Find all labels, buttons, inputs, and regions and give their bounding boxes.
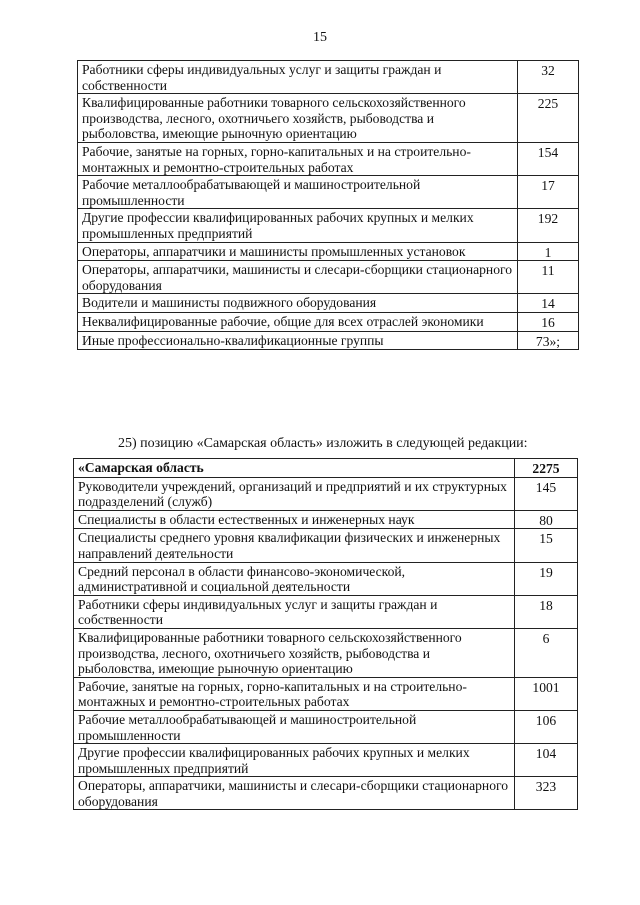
table-row (74, 777, 578, 810)
occupation-group-value: 14 (518, 294, 579, 313)
occupation-group-label: Операторы, аппаратчики и машинисты промышленных установок (78, 242, 518, 261)
samara-region-table (73, 458, 578, 810)
table-row (78, 142, 579, 175)
occupation-group-label: Работники сферы индивидуальных услуг и защиты граждан и собственности (78, 61, 518, 94)
region-total: 2275 (515, 459, 578, 478)
occupation-group-label: Водители и машинисты подвижного оборудования (78, 294, 518, 313)
occupation-group-value: 145 (515, 477, 578, 510)
occupation-group-label: Операторы, аппаратчики, машинисты и слесари-сборщики стационарного оборудования (78, 261, 518, 294)
occupation-group-value: 106 (515, 710, 578, 743)
amendment-instruction: 25) позицию «Самарская область» изложить в следующей редакции: (118, 436, 528, 451)
table-row (78, 312, 579, 331)
table-row (78, 294, 579, 313)
table2-body (74, 459, 578, 810)
occupation-group-value: 80 (515, 510, 578, 529)
occupation-group-value: 225 (518, 94, 579, 143)
table-header-row (74, 459, 578, 478)
table-row (74, 595, 578, 628)
page-number: 15 (313, 30, 327, 45)
table-row (78, 261, 579, 294)
occupation-group-label: Квалифицированные работники товарного сельскохозяйственного производства, лесного, охотничьего хозяйств, рыбоводства и рыболовства, имеющие рыночную ориентацию (78, 94, 518, 143)
occupation-group-value: 323 (515, 777, 578, 810)
occupation-group-value: 154 (518, 142, 579, 175)
occupation-group-value: 73»; (518, 331, 579, 350)
occupation-group-value: 11 (518, 261, 579, 294)
occupation-group-label: Работники сферы индивидуальных услуг и защиты граждан и собственности (74, 595, 515, 628)
occupation-group-label: Рабочие, занятые на горных, горно-капитальных и на строительно-монтажных и ремонтно-строительных работах (74, 677, 515, 710)
table1-body (78, 61, 579, 350)
table-row (74, 477, 578, 510)
occupation-group-label: Другие профессии квалифицированных рабочих крупных и мелких промышленных предприятий (78, 209, 518, 242)
occupation-group-label: Рабочие металлообрабатывающей и машиностроительной промышленности (78, 176, 518, 209)
occupation-group-label: Операторы, аппаратчики, машинисты и слесари-сборщики стационарного оборудования (74, 777, 515, 810)
table-row (74, 529, 578, 562)
occupation-group-value: 17 (518, 176, 579, 209)
table-row (78, 209, 579, 242)
occupation-group-value: 16 (518, 312, 579, 331)
occupation-group-value: 19 (515, 562, 578, 595)
region-name: «Самарская область (74, 459, 515, 478)
occupation-group-value: 32 (518, 61, 579, 94)
occupation-group-label: Квалифицированные работники товарного сельскохозяйственного производства, лесного, охотничьего хозяйств, рыбоводства и рыболовства, имеющие рыночную ориентацию (74, 628, 515, 677)
table-row (78, 242, 579, 261)
occupation-group-label: Иные профессионально-квалификационные группы (78, 331, 518, 350)
occupation-group-value: 15 (515, 529, 578, 562)
occupation-group-label: Специалисты среднего уровня квалификации физических и инженерных направлений деятельности (74, 529, 515, 562)
occupation-group-value: 6 (515, 628, 578, 677)
table-row (74, 710, 578, 743)
occupation-group-label: Другие профессии квалифицированных рабочих крупных и мелких промышленных предприятий (74, 744, 515, 777)
occupation-group-label: Рабочие металлообрабатывающей и машиностроительной промышленности (74, 710, 515, 743)
occupation-table-previous-region (77, 60, 579, 350)
table-row (78, 331, 579, 350)
occupation-group-value: 192 (518, 209, 579, 242)
occupation-group-value: 1001 (515, 677, 578, 710)
table-row (78, 94, 579, 143)
table-row (74, 562, 578, 595)
occupation-group-label: Средний персонал в области финансово-экономической, административной и социальной деятельности (74, 562, 515, 595)
occupation-group-value: 104 (515, 744, 578, 777)
table-row (78, 61, 579, 94)
occupation-group-value: 1 (518, 242, 579, 261)
occupation-group-label: Специалисты в области естественных и инженерных наук (74, 510, 515, 529)
table-row (74, 744, 578, 777)
table-row (78, 176, 579, 209)
occupation-group-label: Руководители учреждений, организаций и предприятий и их структурных подразделений (служб) (74, 477, 515, 510)
occupation-group-value: 18 (515, 595, 578, 628)
occupation-group-label: Рабочие, занятые на горных, горно-капитальных и на строительно-монтажных и ремонтно-строительных работах (78, 142, 518, 175)
table-row (74, 628, 578, 677)
table-row (74, 677, 578, 710)
occupation-group-label: Неквалифицированные рабочие, общие для всех отраслей экономики (78, 312, 518, 331)
table-row (74, 510, 578, 529)
